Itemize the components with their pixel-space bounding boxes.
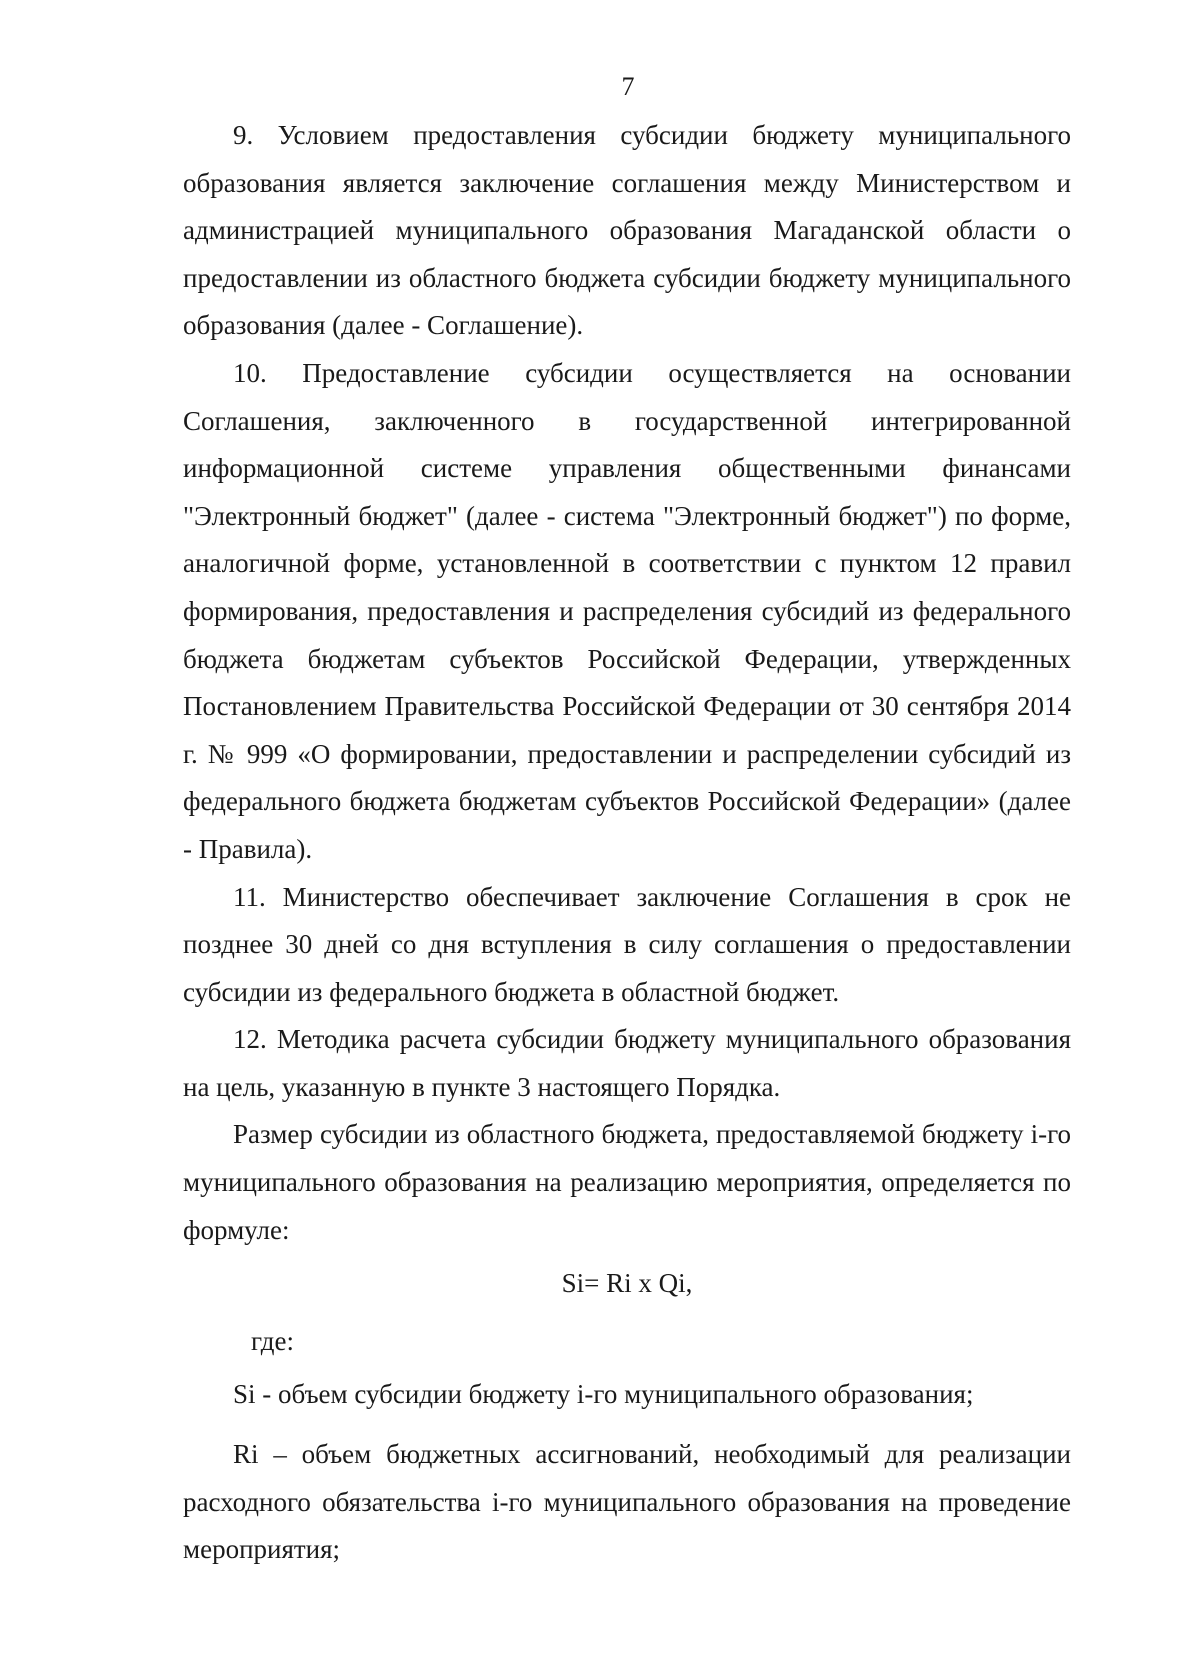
definition-ri: Ri – объем бюджетных ассигнований, необходимый для реализации расходного обязательства i-го муниципального образования на проведение мероприятия;: [183, 1439, 1071, 1565]
document-body: [183, 112, 1071, 1574]
where-label: где:: [251, 1325, 294, 1356]
page-number: 7: [621, 72, 635, 101]
paragraph-11: 11. Министерство обеспечивает заключение Соглашения в срок не позднее 30 дней со дня вступления в силу соглашения о предоставлении субсидии из федерального бюджета в областной бюджет.: [183, 881, 1071, 1007]
paragraph-10: 10. Предоставление субсидии осуществляется на основании Соглашения, заключенного в государственной интегрированной информационной системе управления общественными финансами "Электронный бюджет" (далее - система "Электронный бюджет") по форме, аналогичной форме, установленной в соответствии с пунктом 12 правил формирования, предоставления и распределения субсидий из федерального бюджета бюджетам субъектов Российской Федерации, утвержденных Постановлением Правительства Российской Федерации от 30 сентября 2014 г. № 999 «О формировании, предоставлении и распределении субсидий из федерального бюджета бюджетам субъектов Российской Федерации» (далее - Правила).: [183, 357, 1071, 864]
definition-si: Si - объем субсидии бюджету i-го муниципального образования;: [233, 1379, 974, 1410]
subsidy-size-intro: Размер субсидии из областного бюджета, предоставляемой бюджету i-го муниципального образования на реализацию мероприятия, определяется по формуле:: [183, 1119, 1071, 1245]
paragraph-9: 9. Условием предоставления субсидии бюджету муниципального образования является заключение соглашения между Министерством и администрацией муниципального образования Магаданской области о предоставлении из областного бюджета субсидии бюджету муниципального образования (далее - Соглашение).: [183, 120, 1071, 341]
subsidy-formula: Si= Ri x Qi,: [561, 1268, 693, 1299]
paragraph-12: 12. Методика расчета субсидии бюджету муниципального образования на цель, указанную в пункте 3 настоящего Порядка.: [183, 1024, 1071, 1102]
